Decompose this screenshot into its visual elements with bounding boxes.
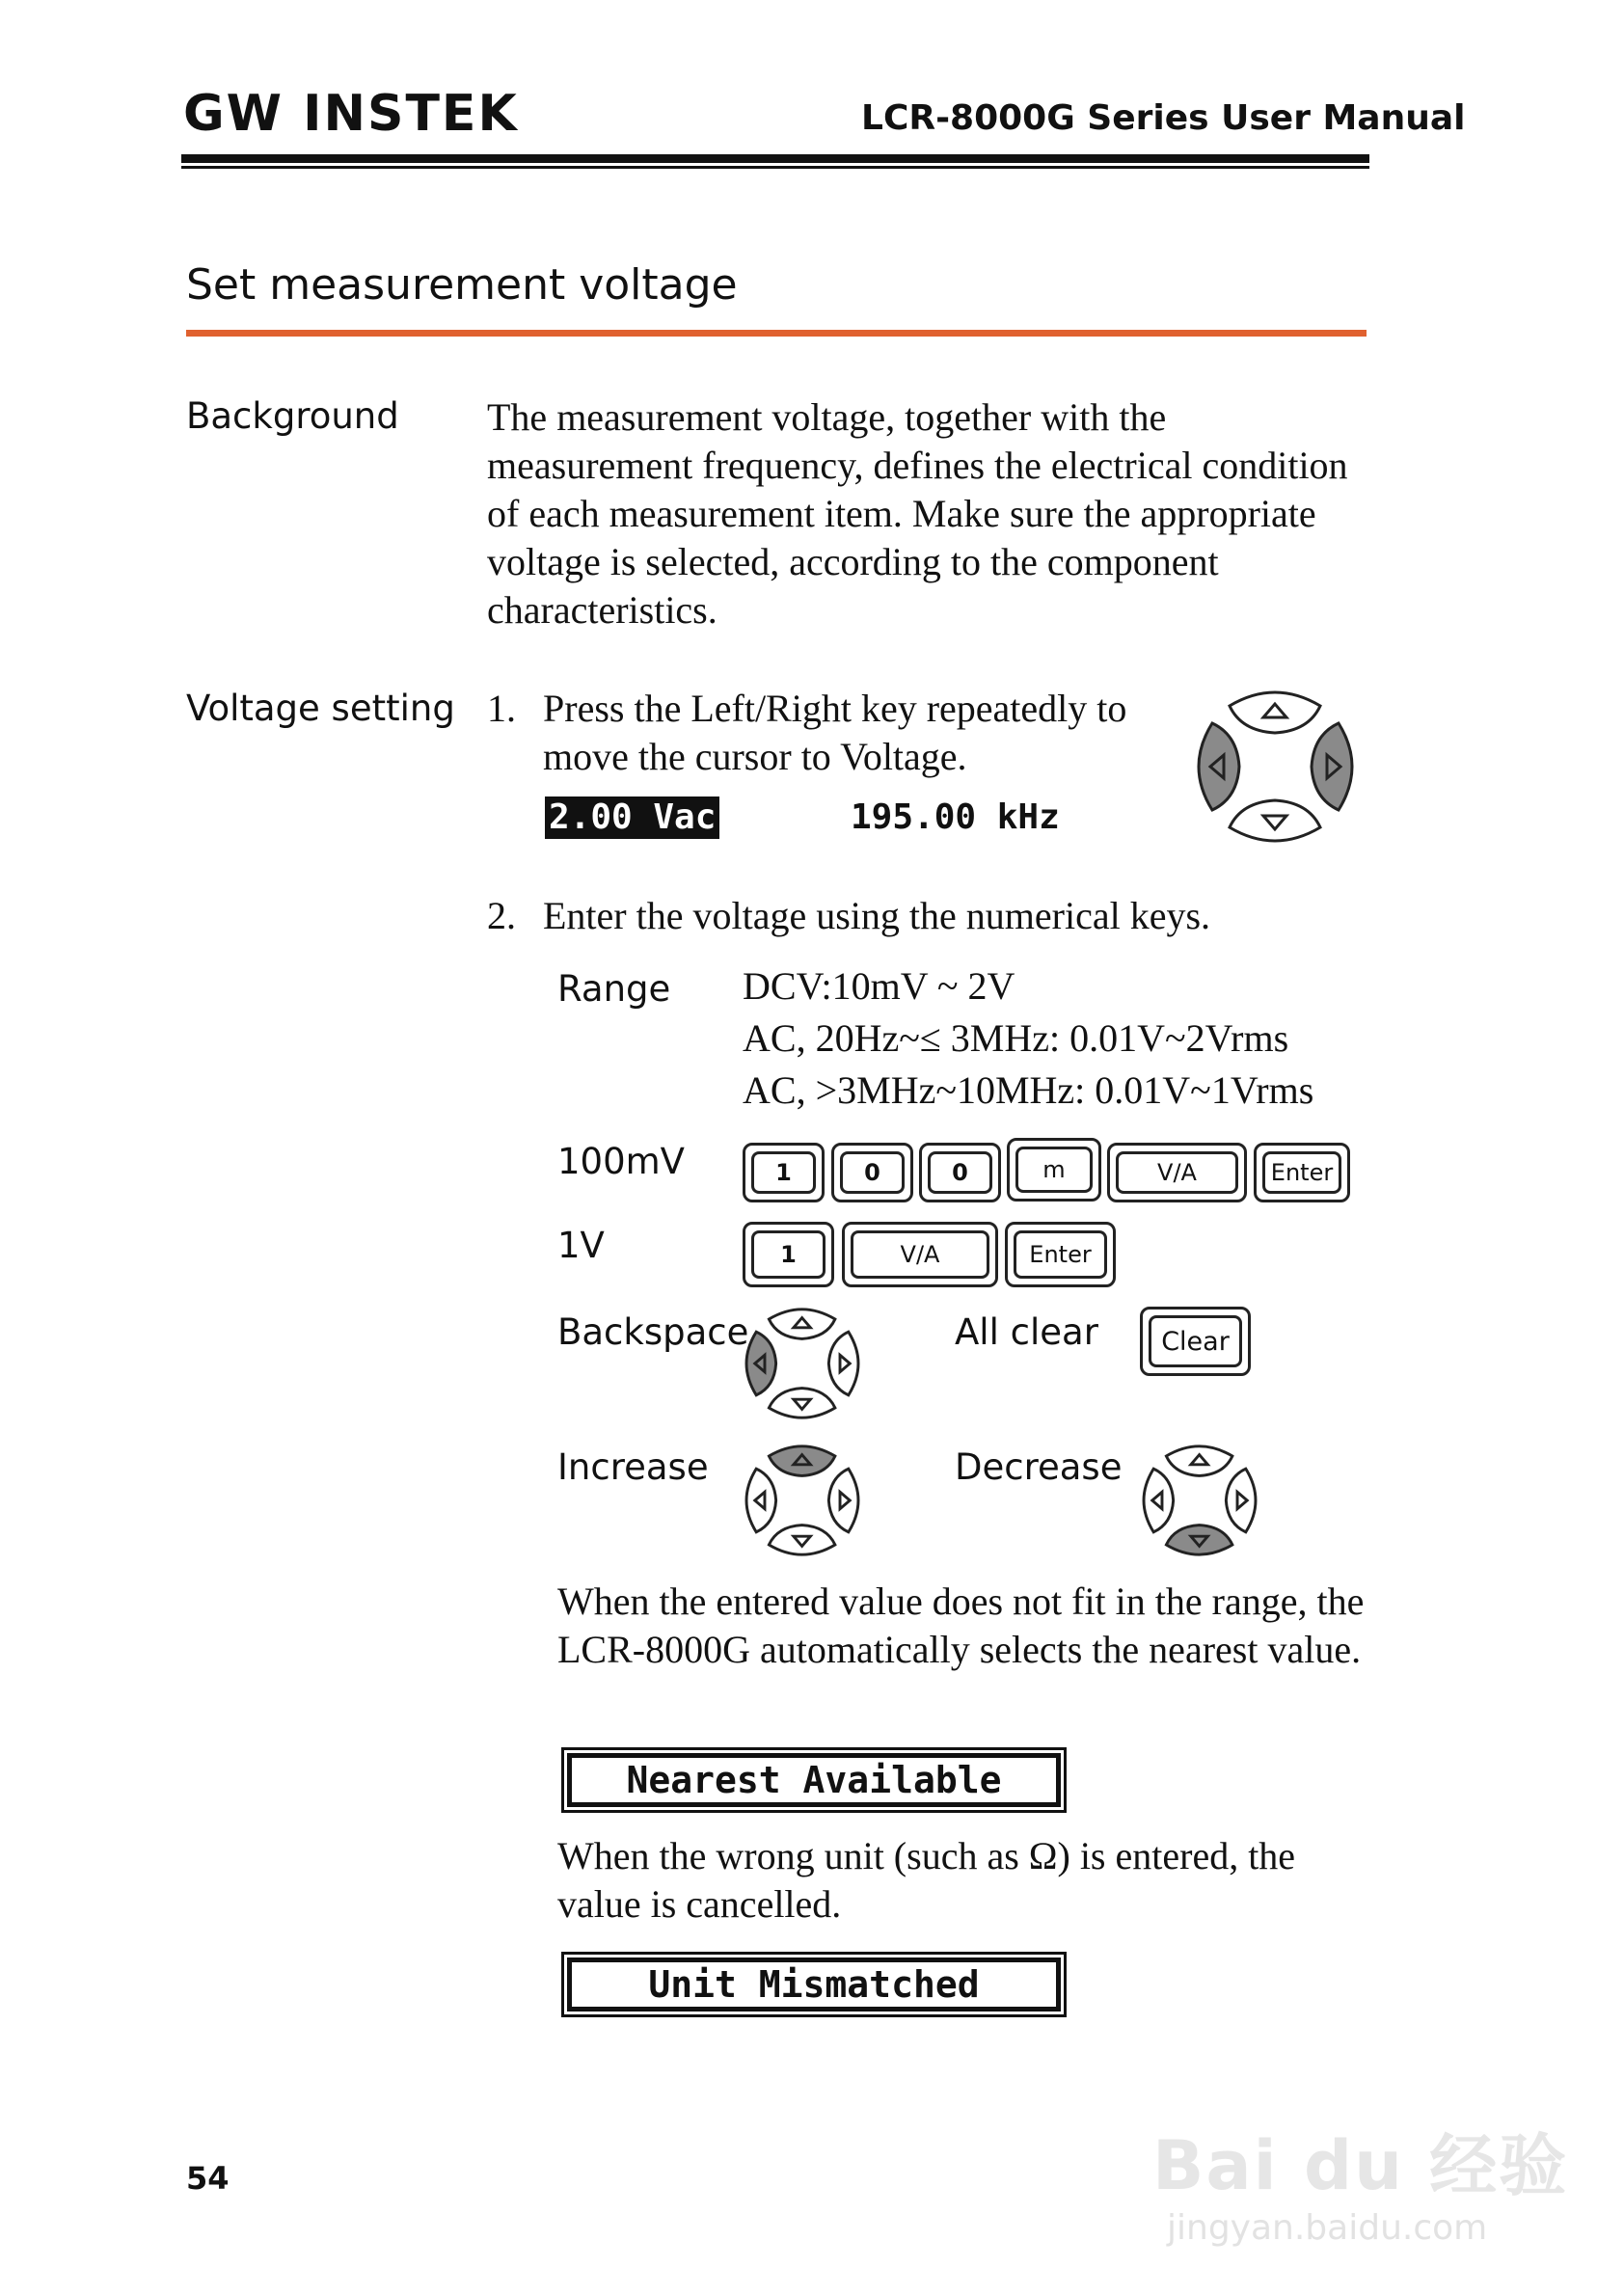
- pad-left-key: [1199, 723, 1239, 810]
- clear-key-label: Clear: [1149, 1315, 1242, 1367]
- decrease-label: Decrease: [955, 1446, 1123, 1488]
- header-rule: [181, 154, 1369, 163]
- pad-up-key: [1230, 692, 1320, 733]
- note-mismatch: When the wrong unit (such as Ω) is entered, the value is cancelled.: [557, 1834, 1296, 1926]
- key-v-a-label: V/A: [851, 1230, 989, 1279]
- step1-text: Press the Left/Right key repeatedly to move the cursor to Voltage.: [543, 687, 1127, 778]
- pad-down-key: [1230, 800, 1320, 841]
- section-title: Set measurement voltage: [186, 260, 738, 310]
- example-1v-label: 1V: [557, 1225, 605, 1266]
- section-rule: [186, 330, 1367, 337]
- key-1[interactable]: [743, 1222, 834, 1287]
- baidu-watermark: Bai du 经验: [1152, 2126, 1569, 2205]
- background-text: The measurement voltage, together with the measurement frequency, defines the electrical condition of each measurement item. Make sure the appropriate voltage is selected, according to the component characteristics.: [487, 395, 1348, 632]
- key-v-a[interactable]: [842, 1222, 998, 1287]
- step2-number: 2.: [487, 894, 516, 937]
- background-label: Background: [186, 395, 399, 437]
- range-line-ac-low: AC, 20Hz~≤ 3MHz: 0.01V~2Vrms: [743, 1016, 1289, 1060]
- lcd-voltage-cursor: 2.00 Vac: [545, 796, 719, 839]
- voltage-setting-label: Voltage setting: [186, 688, 455, 729]
- all-clear-label: All clear: [955, 1311, 1098, 1353]
- key-m[interactable]: [1007, 1138, 1101, 1202]
- direction-pad-left-right[interactable]: [1191, 685, 1360, 849]
- backspace-label: Backspace: [557, 1311, 749, 1353]
- header-rule-thin: [181, 166, 1369, 169]
- step2-text: Enter the voltage using the numerical keys.: [543, 894, 1211, 937]
- range-label: Range: [557, 968, 671, 1010]
- baidu-watermark-url: jingyan.baidu.com: [1167, 2208, 1488, 2248]
- key-1-label: 1: [751, 1230, 826, 1279]
- lcd-frequency: 195.00 kHz: [851, 797, 1060, 837]
- note-nearest: When the entered value does not fit in the range, the LCR-8000G automatically selects the nearest value.: [557, 1580, 1365, 1671]
- key-0[interactable]: [919, 1143, 1001, 1202]
- range-line-dc: DCV:10mV ~ 2V: [743, 964, 1015, 1008]
- key-0-label: 0: [928, 1151, 992, 1194]
- step1-number: 1.: [487, 687, 516, 730]
- key-m-label: m: [1015, 1147, 1093, 1193]
- lcd-nearest-available: Nearest Available: [567, 1753, 1061, 1807]
- key-1-label: 1: [751, 1151, 816, 1194]
- key-enter[interactable]: [1254, 1143, 1350, 1202]
- range-line-ac-high: AC, >3MHz~10MHz: 0.01V~1Vrms: [743, 1068, 1314, 1112]
- key-0-label: 0: [840, 1151, 905, 1194]
- key-enter-label: Enter: [1262, 1151, 1341, 1194]
- clear-key[interactable]: [1140, 1307, 1251, 1376]
- key-enter[interactable]: [1005, 1222, 1116, 1287]
- page-number: 54: [186, 2160, 230, 2197]
- increase-pad[interactable]: [741, 1441, 864, 1560]
- backspace-pad[interactable]: [741, 1304, 864, 1423]
- lcd-unit-mismatched: Unit Mismatched: [567, 1958, 1061, 2012]
- pad-right-key: [1312, 723, 1352, 810]
- increase-label: Increase: [557, 1446, 709, 1488]
- manual-title: LCR-8000G Series User Manual: [861, 98, 1466, 138]
- key-v-a-label: V/A: [1116, 1151, 1238, 1194]
- example-100mv-label: 100mV: [557, 1141, 685, 1182]
- brand-logo: GW INSTEK: [183, 85, 519, 143]
- key-0[interactable]: [831, 1143, 913, 1202]
- key-enter-label: Enter: [1014, 1230, 1107, 1279]
- key-v-a[interactable]: [1107, 1143, 1247, 1202]
- decrease-pad[interactable]: [1138, 1441, 1261, 1560]
- key-1[interactable]: [743, 1143, 825, 1202]
